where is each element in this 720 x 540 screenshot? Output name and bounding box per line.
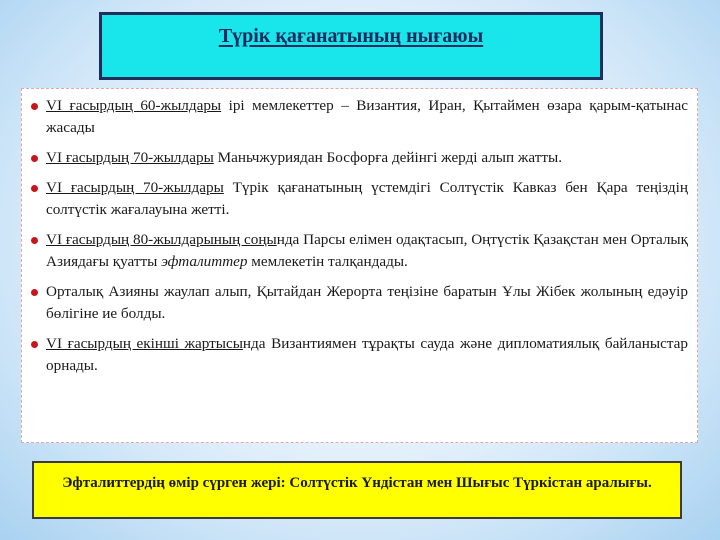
item-text: Орталық Азияны жаулап алып, Қытайдан Жерорта теңізіне баратын Ұлы Жібек жолының едәуір бөлігіне ие болды. <box>46 283 688 322</box>
bullet-icon <box>31 103 38 110</box>
content-box <box>21 88 698 443</box>
item-text-end: мемлекетін талқандады. <box>247 253 408 270</box>
list-item <box>30 147 688 169</box>
title-box <box>99 12 603 80</box>
item-text: нда Парсы елімен одақтасып, Оңтүстік Қазақстан мен Орталық Азиядағы қуатты <box>46 231 689 270</box>
list-item <box>30 333 688 377</box>
bullet-icon <box>31 237 38 244</box>
bullet-icon <box>31 289 38 296</box>
footer-note: Эфталиттердің өмір сүрген жері: Солтүстік Үндістан мен Шығыс Түркістан аралығы. <box>62 475 652 491</box>
list-item <box>30 229 688 273</box>
bullet-icon <box>31 185 38 192</box>
bullet-list <box>30 95 688 377</box>
period-label: VI ғасырдың 60-жылдары <box>46 97 222 114</box>
emphasized-term: эфталиттер <box>161 253 248 270</box>
item-text: ірі мемлекеттер – Византия, Иран, Қытаймен өзара қарым-қатынас жасады <box>46 97 688 136</box>
item-text: Маньчжуриядан Босфорға дейінгі жерді алып жатты. <box>213 149 563 166</box>
footer-note-box <box>32 461 682 519</box>
period-label: VI ғасырдың 70-жылдары <box>46 179 224 196</box>
period-label: VI ғасырдың 80-жылдарының соңы <box>46 231 277 248</box>
period-label: VI ғасырдың екінші жартысы <box>46 335 243 352</box>
list-item <box>30 95 688 139</box>
bullet-icon <box>31 341 38 348</box>
item-text: нда Византиямен тұрақты сауда және дипломатиялық байланыстар орнады. <box>46 335 688 374</box>
bullet-icon <box>31 155 38 162</box>
list-item <box>30 281 688 325</box>
page-title: Түрік қағанатының нығаюы <box>218 25 484 47</box>
list-item <box>30 177 688 221</box>
period-label: VI ғасырдың 70-жылдары <box>46 149 214 166</box>
item-text: Түрік қағанатының үстемдігі Солтүстік Кавказ бен Қара теңіздің солтүстік жағалауына жетті. <box>46 179 688 218</box>
